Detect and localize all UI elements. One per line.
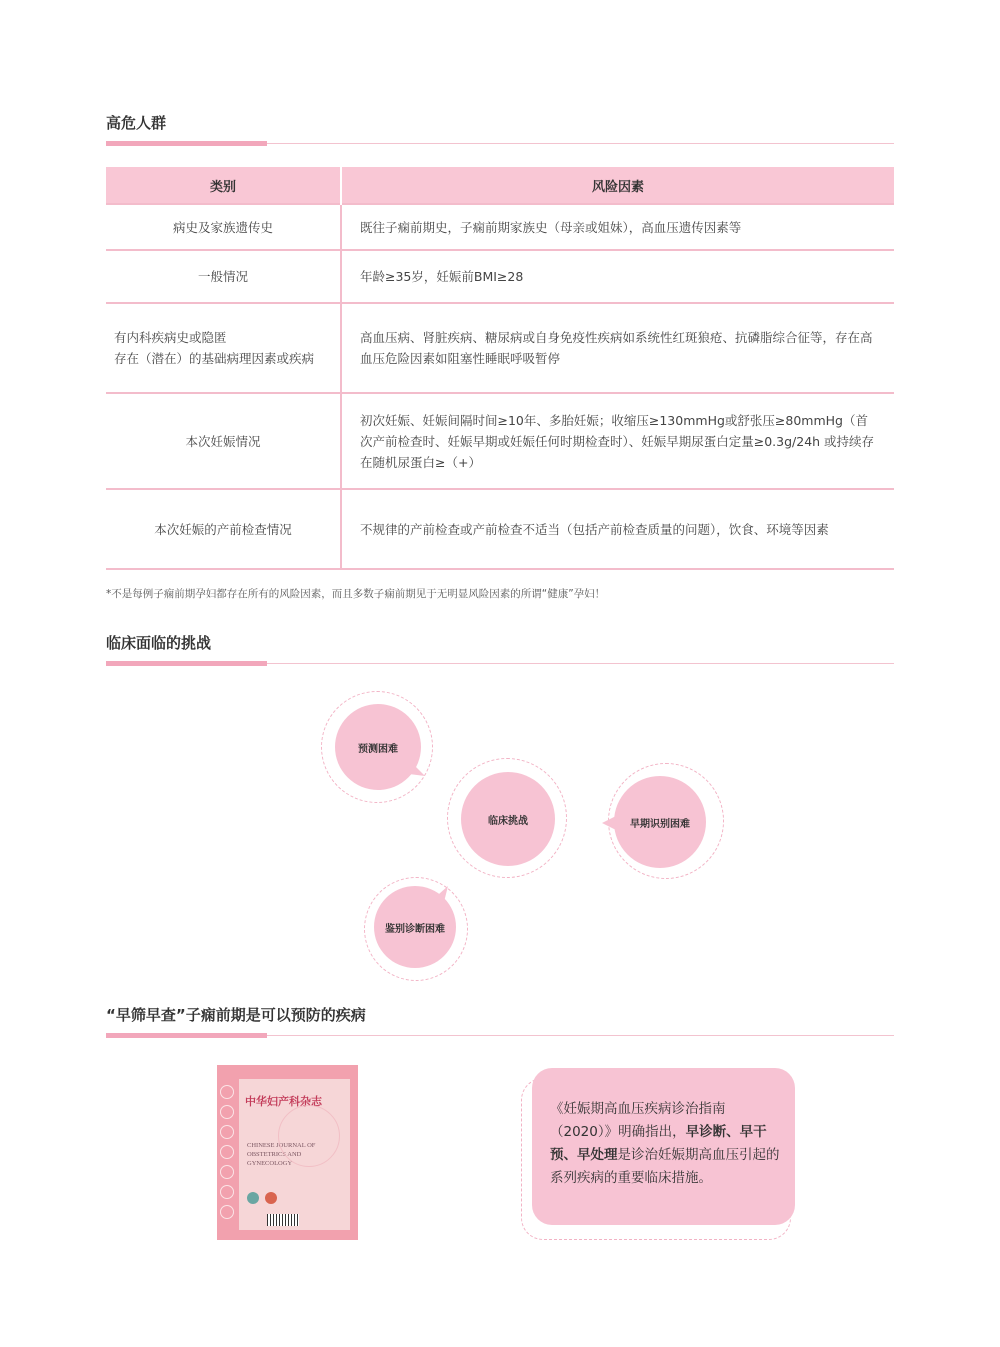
bubble-label: 临床挑战	[488, 815, 528, 827]
quote-emphasis: 早诊断、早干预、早处理	[550, 1124, 767, 1163]
bubble-label: 早期识别困难	[630, 818, 690, 830]
cover-emblem	[278, 1105, 340, 1167]
row-factors: 不规律的产前检查或产前检查不适当（包括产前检查质量的问题），饮食、环境等因素	[341, 489, 894, 569]
quote-part1: 《妊娠期高血压疾病诊治指南（2020）》明确指出，	[550, 1101, 726, 1140]
journal-title: 中华妇产科杂志	[245, 1095, 322, 1108]
bubble-clinical	[461, 772, 555, 866]
table-header-row	[106, 167, 894, 204]
row-category: 本次妊娠情况	[106, 393, 341, 489]
cover-decoration	[220, 1085, 234, 1226]
row-factors: 既往子痫前期史，子痫前期家族史（母亲或姐妹），高血压遗传因素等	[341, 204, 894, 250]
row-category: 病史及家族遗传史	[106, 204, 341, 250]
row-factors: 高血压病、肾脏疾病、糖尿病或自身免疫性疾病如系统性红斑狼疮、抗磷脂综合征等，存在高血压危险因素如阻塞性睡眠呼吸暂停	[341, 303, 894, 393]
bubble-tail	[428, 884, 450, 906]
cover-logo-dot	[265, 1192, 277, 1204]
bubble-tail	[600, 812, 622, 834]
bubble-early	[614, 776, 706, 868]
table-row	[106, 204, 894, 250]
bubble-label: 预测困难	[358, 743, 398, 755]
cover-panel	[239, 1079, 350, 1230]
section-accent-bar	[106, 661, 267, 666]
row-factors: 初次妊娠、妊娠间隔时间≥10年、多胎妊娠；收缩压≥130mmHg或舒张压≥80mmHg（首次产前检查时、妊娠早期或妊娠任何时期检查时）、妊娠早期尿蛋白定量≥0.3g/24h 或持续存在随机尿蛋白≥（+）	[341, 393, 894, 489]
section-title-screening: “早筛早查”子痫前期是可以预防的疾病	[106, 1006, 366, 1024]
risk-factor-table	[106, 167, 894, 570]
table-row	[106, 250, 894, 303]
row-category: 有内科疾病史或隐匿 存在（潜在）的基础病理因素或疾病	[106, 303, 341, 393]
table-row	[106, 393, 894, 489]
section-title-high-risk: 高危人群	[106, 114, 167, 132]
section-accent-bar	[106, 1033, 267, 1038]
journal-cover-image	[217, 1065, 358, 1240]
section-accent-bar	[106, 141, 267, 146]
table-row	[106, 303, 894, 393]
row-factors: 年龄≥35岁，妊娠前BMI≥28	[341, 250, 894, 303]
row-category: 一般情况	[106, 250, 341, 303]
quote-text	[550, 1098, 780, 1190]
header-risk-factors: 风险因素	[341, 167, 894, 204]
barcode	[267, 1214, 299, 1226]
section-title-challenges: 临床面临的挑战	[106, 634, 212, 652]
cover-logo-dot	[247, 1192, 259, 1204]
quote-part2: 是诊治妊娠期高血压引起的系列疾病的重要临床措施。	[550, 1147, 780, 1186]
row-category: 本次妊娠的产前检查情况	[106, 489, 341, 569]
footnote: *不是每例子痫前期孕妇都存在所有的风险因素，而且多数子痫前期见于无明显风险因素的所谓“健康”孕妇！	[106, 588, 606, 600]
journal-english-title: CHINESE JOURNAL OF OBSTETRICS AND GYNECOLOGY	[247, 1142, 316, 1167]
header-category: 类别	[106, 167, 341, 204]
table-row	[106, 489, 894, 569]
bubble-label: 鉴别诊断困难	[385, 923, 445, 935]
bubble-tail	[405, 758, 427, 780]
